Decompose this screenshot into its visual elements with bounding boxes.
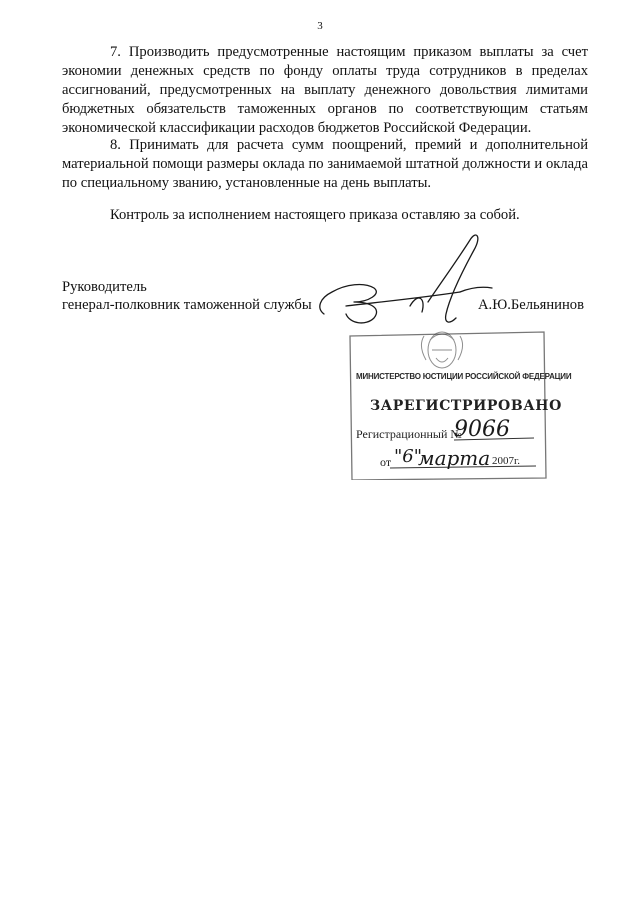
stamp-date-year: 2007г. xyxy=(492,455,521,467)
page-number: 3 xyxy=(317,20,323,32)
stamp-date-day: "6" xyxy=(394,446,423,467)
stamp-ministry-text: МИНИСТЕРСТВО ЮСТИЦИИ РОССИЙСКОЙ ФЕДЕРАЦИИ xyxy=(356,372,572,381)
stamp-date-month: марта xyxy=(418,446,491,470)
stamp-status-text: ЗАРЕГИСТРИРОВАНО xyxy=(370,398,562,414)
signatory-rank: генерал-полковник таможенной службы xyxy=(62,297,312,313)
control-statement: Контроль за исполнением настоящего приказа оставляю за собой. xyxy=(110,207,520,223)
signatory-name: А.Ю.Бельянинов xyxy=(478,297,584,313)
signatory-role: Руководитель xyxy=(62,279,147,295)
stamp-date-prefix: от xyxy=(380,455,392,469)
paragraph-7-text: 7. Производить предусмотренные настоящим приказом выплаты за счет экономии денежных средств по фонду оплаты труда сотрудников в пределах ассигнований, предусмотренных на выплату денежного довольствия лимитами бюджетных обязательств таможенных органов по соответствующим статьям экономической классификации расходов бюджетов Российской Федерации. xyxy=(62,44,588,136)
emblem-icon xyxy=(421,332,462,368)
paragraph-8 xyxy=(62,136,588,193)
paragraph-8-text: 8. Принимать для расчета сумм поощрений, премий и дополнительной материальной помощи размеры оклада по занимаемой штатной должности и оклада по специальному званию, установленные на день выплаты. xyxy=(62,137,588,191)
signature-icon xyxy=(310,232,500,332)
stamp-reg-label: Регистрационный № xyxy=(356,427,462,441)
paragraph-7 xyxy=(62,43,588,138)
stamp-reg-number: 9066 xyxy=(454,417,510,442)
